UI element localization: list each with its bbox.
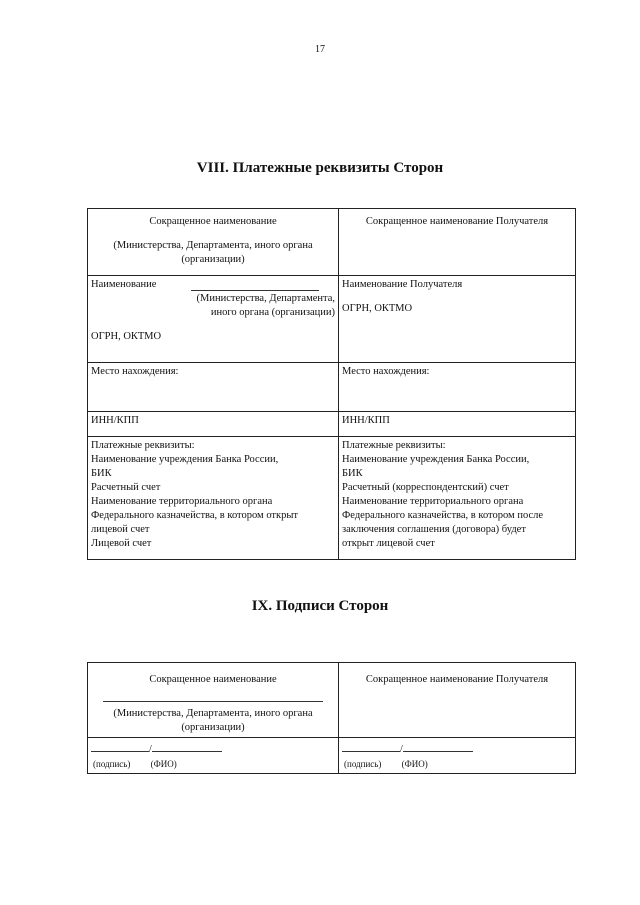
ministry-name-line — [191, 278, 319, 291]
bank-line: Платежные реквизиты: — [91, 440, 195, 451]
ministry-ogrn: ОГРН, ОКТМО — [91, 331, 162, 342]
recipient-signature-cell — [339, 738, 576, 774]
signature-caption — [91, 757, 335, 771]
payment-details-table — [87, 208, 576, 560]
recipient-bank-details — [339, 437, 576, 560]
ministry-short-name-sub: (Министерства, Департамента, иного органа (организации) — [113, 240, 313, 265]
bank-line: Наименование учреждения Банка России, — [342, 454, 530, 465]
signatures-table — [87, 662, 576, 774]
signature-caption-left: (подпись) — [344, 759, 382, 769]
recipient-name-cell — [339, 276, 576, 363]
section-9-title: IX. Подписи Сторон — [251, 598, 389, 614]
ministry-header-cell — [88, 209, 339, 276]
bank-line: Лицевой счет — [91, 538, 152, 549]
ministry-address: Место нахождения: — [88, 363, 339, 412]
signature-caption-left: (подпись) — [93, 759, 131, 769]
recipient-name-label: Наименование Получателя — [342, 279, 463, 290]
recipient-inn: ИНН/КПП — [339, 412, 576, 437]
bank-line: открыт лицевой счет — [342, 538, 435, 549]
bank-line: Наименование территориального органа — [91, 496, 273, 507]
recipient-short-name-label: Сокращенное наименование Получателя — [365, 216, 549, 227]
ministry-name-cell — [88, 276, 339, 363]
page-number: 17 — [315, 44, 325, 55]
recipient-address: Место нахождения: — [339, 363, 576, 412]
recipient-short-name-label: Сокращенное наименование Получателя — [365, 674, 549, 685]
signature-caption — [342, 757, 572, 771]
bank-line: Наименование территориального органа — [342, 496, 524, 507]
bank-line: БИК — [342, 468, 363, 479]
section-8-title: VIII. Платежные реквизиты Сторон — [196, 160, 444, 176]
ministry-name-label: Наименование — [91, 279, 157, 290]
bank-line: Расчетный счет — [91, 482, 161, 493]
bank-line: БИК — [91, 468, 112, 479]
bank-line: Наименование учреждения Банка России, — [91, 454, 279, 465]
full-name-blank — [152, 742, 222, 752]
full-name-blank — [403, 742, 473, 752]
ministry-name-line — [103, 689, 323, 702]
recipient-header-cell — [339, 209, 576, 276]
ministry-short-name-label: Сокращенное наименование — [149, 674, 277, 685]
signature-caption-right: (ФИО) — [150, 759, 177, 769]
bank-line: Расчетный (корреспондентский) счет — [342, 482, 509, 493]
bank-line: Платежные реквизиты: — [342, 440, 446, 451]
ministry-short-name-sub: (Министерства, Департамента, иного органа (организации) — [113, 708, 313, 733]
signature-blank — [91, 742, 149, 752]
ministry-signature-cell — [88, 738, 339, 774]
signature-blank — [342, 742, 400, 752]
recipient-sign-header — [339, 663, 576, 738]
ministry-name-sub: (Министерства, Департамента, иного органа (организации) — [196, 293, 335, 318]
ministry-sign-header — [88, 663, 339, 738]
ministry-short-name-label: Сокращенное наименование — [149, 216, 277, 227]
ministry-inn: ИНН/КПП — [88, 412, 339, 437]
ministry-bank-details — [88, 437, 339, 560]
bank-line: Федерального казначейства, в котором после — [342, 510, 544, 521]
bank-line: лицевой счет — [91, 524, 150, 535]
signature-caption-right: (ФИО) — [401, 759, 428, 769]
signature-line: / — [91, 742, 335, 757]
recipient-ogrn: ОГРН, ОКТМО — [342, 303, 413, 314]
bank-line: Федерального казначейства, в котором открыт — [91, 510, 299, 521]
signature-line: / — [342, 742, 572, 757]
bank-line: заключения соглашения (договора) будет — [342, 524, 526, 535]
